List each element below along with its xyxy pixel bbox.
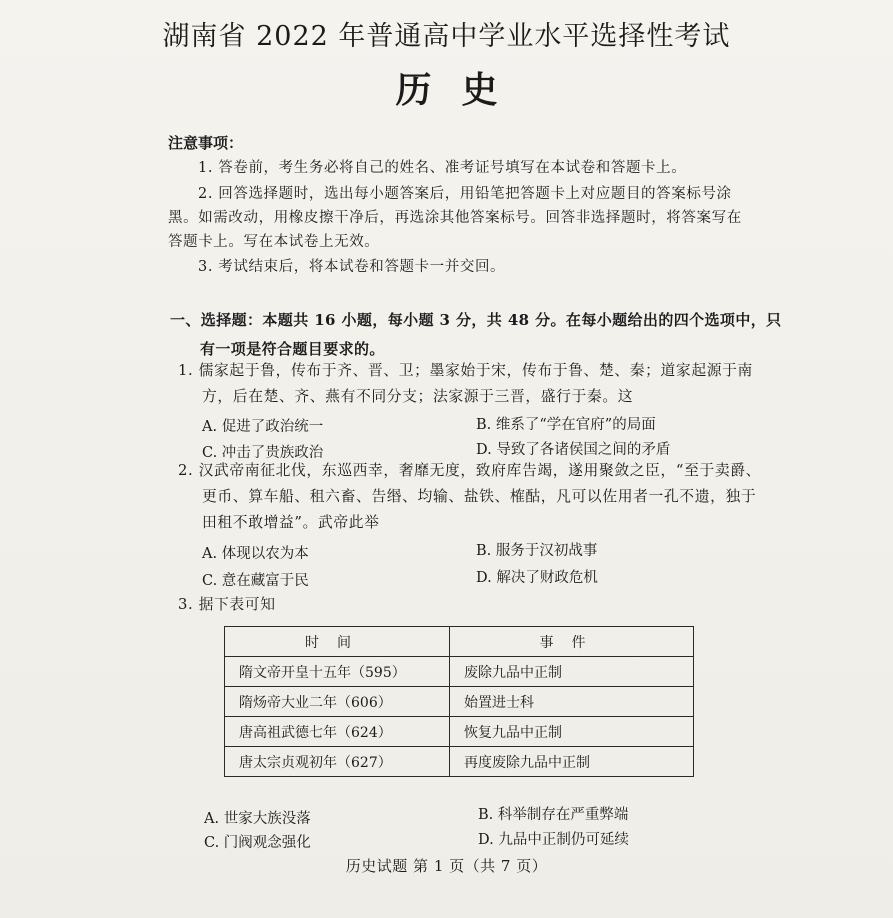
notice-item-2-line-1: 2. 回答选择题时，选出每小题答案后，用铅笔把答题卡上对应题目的答案标号涂 (198, 186, 732, 202)
section-heading (170, 306, 790, 364)
question-2-line-2: 更币、算车船、租六畜、告缗、均输、盐铁、榷酤，凡可以佐用者一孔不遗，独于 (202, 488, 757, 505)
table-row (225, 687, 694, 717)
question-2-option-c: C. 意在藏富于民 (202, 573, 309, 589)
question-3-option-c: C. 门阀观念强化 (204, 835, 311, 851)
notice-heading: 注意事项： (168, 134, 244, 152)
table-cell-time: 唐高祖武德七年（624） (225, 717, 450, 747)
table-row (225, 747, 694, 777)
section-heading-line-2: 有一项是符合题目要求的。 (200, 340, 385, 358)
notice-item-1: 1. 答卷前，考生务必将自己的姓名、准考证号填写在本试卷和答题卡上。 (198, 160, 687, 176)
table-cell-event: 再度废除九品中正制 (450, 747, 694, 777)
section-heading-line-1: 一、选择题：本题共 16 小题，每小题 3 分，共 48 分。在每小题给出的四个选项中，只 (170, 311, 782, 329)
table-cell-event: 始置进士科 (450, 687, 694, 717)
table-cell-event: 废除九品中正制 (450, 657, 694, 687)
question-2-line-1: 2. 汉武帝南征北伐，东巡西幸，奢靡无度，致府库告竭，遂用聚敛之臣，“至于卖爵、 (178, 462, 762, 479)
notice-item-3: 3. 考试结束后，将本试卷和答题卡一并交回。 (198, 259, 506, 275)
table-cell-time: 唐太宗贞观初年（627） (225, 747, 450, 777)
question-2-line-3: 田租不敢增益”。武帝此举 (202, 514, 380, 531)
table-header-row (225, 627, 694, 657)
table-cell-time: 隋炀帝大业二年（606） (225, 687, 450, 717)
question-1-line-1: 1. 儒家起于鲁，传布于齐、晋、卫；墨家始于宋，传布于鲁、楚、秦；道家起源于南 (178, 362, 753, 379)
question-2-option-b: B. 服务于汉初战事 (476, 543, 598, 559)
question-2-option-a: A. 体现以农为本 (202, 546, 309, 562)
question-3-option-d: D. 九品中正制仍可延续 (478, 832, 629, 848)
table-row (225, 717, 694, 747)
exam-title: 湖南省 2022 年普通高中学业水平选择性考试 (162, 21, 731, 52)
question-1-line-2: 方，后在楚、齐、燕有不同分支；法家源于三晋，盛行于秦。这 (202, 388, 634, 405)
table-header-time: 时间 (225, 627, 450, 657)
question-1-option-d: D. 导致了各诸侯国之间的矛盾 (476, 442, 671, 458)
question-1-option-b: B. 维系了“学在官府”的局面 (476, 417, 656, 433)
table-header-event: 事件 (450, 627, 694, 657)
events-table (224, 626, 694, 777)
notice-item-2-line-3: 答题卡上。写在本试卷上无效。 (168, 234, 380, 250)
question-3-option-a: A. 世家大族没落 (204, 811, 311, 827)
question-1-option-c: C. 冲击了贵族政治 (202, 445, 324, 461)
notice-item-2-line-2: 黑。如需改动，用橡皮擦干净后，再选涂其他答案标号。回答非选择题时，将答案写在 (168, 210, 742, 226)
question-3-line-1: 3. 据下表可知 (178, 596, 276, 613)
question-3-option-b: B. 科举制存在严重弊端 (478, 807, 629, 823)
page-footer: 历史试题 第 1 页（共 7 页） (345, 857, 548, 875)
question-1-option-a: A. 促进了政治统一 (202, 419, 324, 435)
table-row (225, 657, 694, 687)
table-cell-time: 隋文帝开皇十五年（595） (225, 657, 450, 687)
question-2-option-d: D. 解决了财政危机 (476, 570, 598, 586)
subject-title: 历史 (395, 69, 528, 111)
table-cell-event: 恢复九品中正制 (450, 717, 694, 747)
